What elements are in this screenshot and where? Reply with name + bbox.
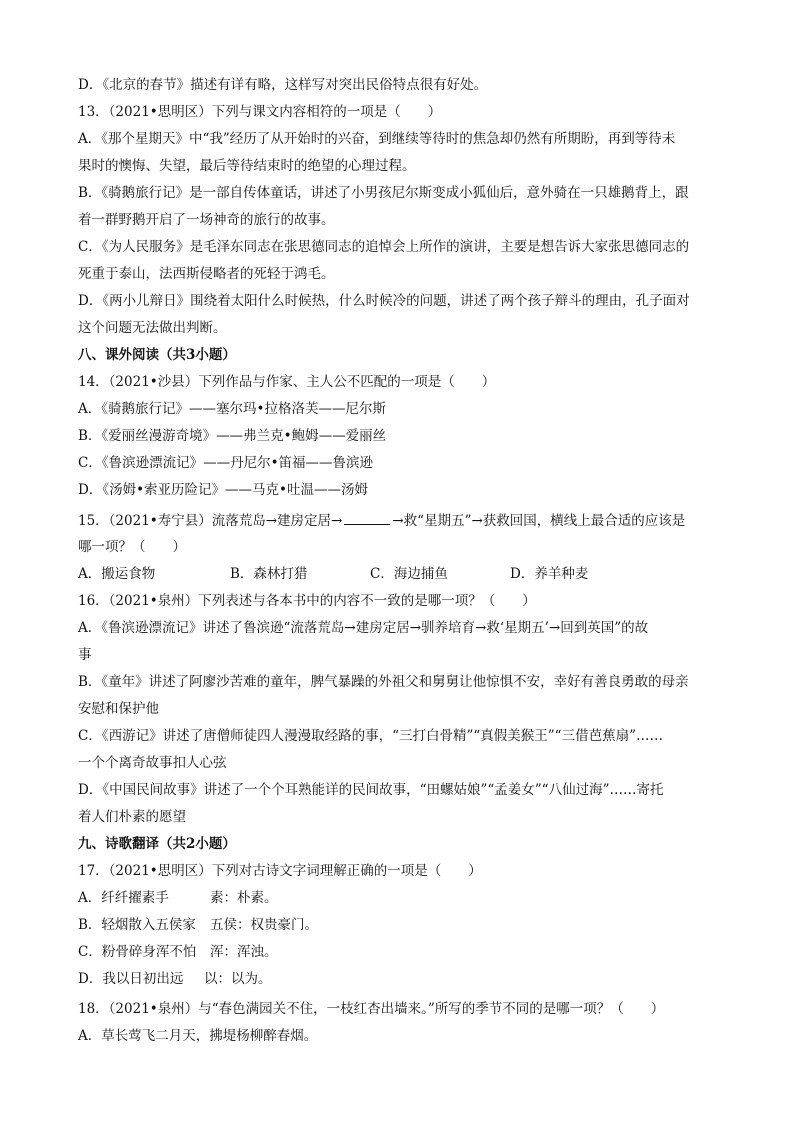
q12-option-d: D．《北京的春节》描述有详有略，这样写对突出民俗特点很有好处。 [78,77,488,93]
q16-option-d-line1: D．《中国民间故事》讲述了一个个耳熟能详的民间故事，“田螺姑娘”“孟姜女”“八仙过海”……寄托 [78,782,664,798]
q15-stem-part2: →救“星期五”→获救回国，横线上最合适的应该是 [392,513,686,529]
q16-option-c-line1: C．《西游记》讲述了唐僧师徒四人漫漫取经路的事，“三打白骨精”“真假美猴王”“三借芭蕉扇”…… [78,728,663,744]
q15-stem-line1 [78,511,685,530]
q14-option-b: B．《爱丽丝漫游奇境》——弗兰克•鲍姆——爱丽丝 [78,428,387,444]
q17-option-c-phrase: C．粉骨碎身浑不怕 [78,944,197,960]
q13-option-d-line2: 这个问题无法做出判断。 [78,320,227,336]
q17-option-a-gloss: 素：朴素。 [210,890,278,906]
q13-option-a-line2: 果时的懊悔、失望，最后等待结束时的绝望的心理过程。 [78,158,416,174]
q17-option-c-gloss: 浑：浑浊。 [210,944,278,960]
q16-option-d-line2: 着人们朴素的愿望 [78,809,186,825]
q13-option-b-line1: B．《骑鹅旅行记》是一部自传体童话，讲述了小男孩尼尔斯变成小狐仙后，意外骑在一只雄鹅背上，跟 [78,185,689,201]
q14-option-a: A．《骑鹅旅行记》——塞尔玛•拉格洛芙——尼尔斯 [78,401,386,417]
q14-stem: 14．（2021•沙县）下列作品与作家、主人公不匹配的一项是（ ） [78,374,496,390]
q15-stem-line2: 哪一项？（ ） [78,539,186,555]
q15-stem-part1: 15．（2021•寿宁县）流落荒岛→建房定居→ [78,513,343,529]
section-heading-8: 八、课外阅读（共3小题） [78,347,236,363]
q17-option-d-gloss: 以：以为。 [204,971,272,987]
q17-option-b-gloss: 五侯：权贵豪门。 [210,917,318,933]
q14-option-d: D．《汤姆•索亚历险记》——马克•吐温——汤姆 [78,482,368,498]
q15-option-d: D．养羊种麦 [510,566,589,582]
q15-options [78,565,588,583]
q13-option-c-line1: C．《为人民服务》是毛泽东同志在张思德同志的追悼会上所作的演讲，主要是想告诉大家张思德同志的 [78,239,690,255]
q14-option-c: C．《鲁滨逊漂流记》——丹尼尔•笛福——鲁滨逊 [78,455,374,471]
q17-stem: 17．（2021•思明区）下列对古诗文字词理解正确的一项是（ ） [78,863,482,879]
q17-option-b [78,916,318,934]
q13-option-a-line1: A．《那个星期天》中“我”经历了从开始时的兴奋，到继续等待时的焦急却仍然有所期盼，再到等待未 [78,131,676,147]
q13-stem: 13．（2021•思明区）下列与课文内容相符的一项是（ ） [78,104,442,120]
q18-option-a: A．草长莺飞二月天，拂堤杨柳醉春烟。 [78,1028,318,1044]
q15-option-b: B．森林打猎 [230,566,308,582]
q13-option-c-line2: 死重于泰山，法西斯侵略者的死轻于鸿毛。 [78,266,335,282]
q17-option-a-phrase: A．纤纤擢素手 [78,890,169,906]
q18-stem: 18．（2021•泉州）与“春色满园关不住，一枝红杏出墙来。”所写的季节不同的是哪一项？（ ） [78,1001,665,1017]
q16-option-a-line1: A．《鲁滨逊漂流记》讲述了鲁滨逊“流落荒岛→建房定居→驯养培育→救‘星期五’→回到英国”的故 [78,620,649,636]
q17-option-d [78,970,272,988]
q16-stem: 16．（2021•泉州）下列表述与各本书中的内容不一致的是哪一项？（ ） [78,593,536,609]
q16-option-b-line1: B．《童年》讲述了阿廖沙苦难的童年，脾气暴躁的外祖父和舅舅让他惊惧不安，幸好有善良勇敢的母亲 [78,674,689,690]
q16-option-c-line2: 一个个离奇故事扣人心弦 [78,755,227,771]
q15-answer-blank [344,511,390,525]
q15-option-c: C．海边捕鱼 [370,566,448,582]
q17-option-d-phrase: D．我以日初出远 [78,971,184,987]
q13-option-d-line1: D．《两小儿辩日》围绕着太阳什么时候热，什么时候冷的问题，讲述了两个孩子辩斗的理由，孔子面对 [78,293,690,309]
q17-option-b-phrase: B．轻烟散入五侯家 [78,917,196,933]
section-heading-9: 九、诗歌翻译（共2小题） [78,836,236,852]
q17-option-a [78,889,278,907]
q16-option-a-line2: 事 [78,647,92,663]
q16-option-b-line2: 安慰和保护他 [78,701,159,717]
q15-option-a: A．搬运食物 [78,566,156,582]
q17-option-c [78,943,278,961]
q13-option-b-line2: 着一群野鹅开启了一场神奇的旅行的故事。 [78,212,335,228]
